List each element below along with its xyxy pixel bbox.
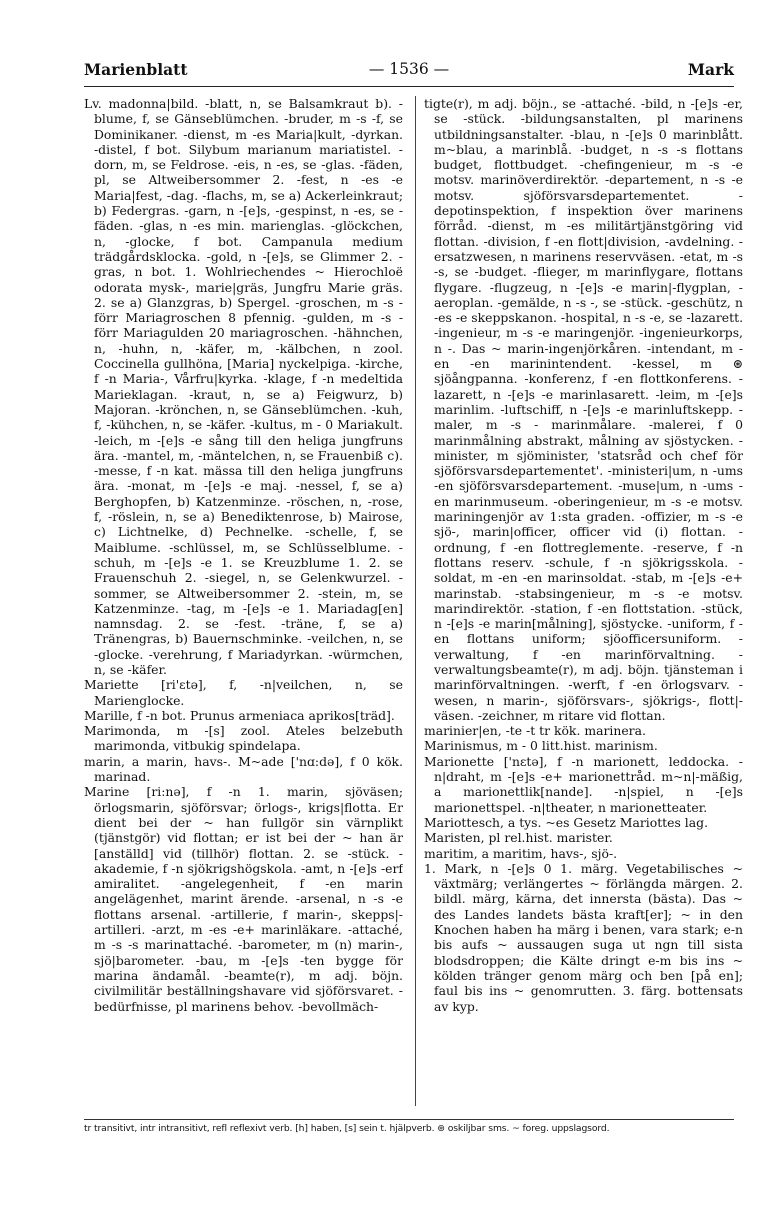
entry-marimonda: Marimonda, m -[s] zool. Ateles belzebuth marimonda, vitbukig spindelapa. — [84, 723, 403, 754]
entry-marine: Marine [ri:nə], f -n 1. marin, sjöväsen; örlogsmarin, sjöförsvar; örlogs-, krigs|flotta. Er dient bei der ~ han fullgör sin värnplikt (tjänstgör) vid flottan; er ist bei der ~ han är [anställd] vid (tillhör) flottan. 2. se -stück. -akademie, f -n sjökrigshögskola. -amt, n -[e]s -erf amiralitet. -angelegenheit, f -en marin angelägenhet, marint ärende. -arsenal, n -s -e flottans arsenal. -artillerie, f marin-, skepps|-artilleri. -arzt, m -es -e+ marinläkare. -attaché, m -s -s marinattaché. -barometer, m (n) marin-, sjö|barometer. -bau, m -[e]s -ten bygge för marina ändamål. -beamte(r), m adj. böjn. civilmilitär beställningshavare vid sjöförsvaret. -bedürfnisse, pl marinens behov. -bevollmäch- — [84, 784, 403, 1014]
entry-mariette: Mariette [ri'ɛtə], f, -n|veilchen, n, se Marienglocke. — [84, 677, 403, 708]
entry-maristen: Maristen, pl rel.hist. marister. — [424, 830, 613, 846]
left-column — [84, 96, 403, 1108]
entry-marien: Lv. madonna|bild. -blatt, n, se Balsamkraut b). -blume, f, se Gänseblümchen. -bruder, m -s -f, se Dominikaner. -dienst, m -es Maria|kult, -dyrkan. -distel, f bot. Silybum marianum mariatistel. -dorn, m, se Feldrose. -eis, n -es, se -glas. -fäden, pl, se Altweibersommer 2. -fest, n -es -e Maria|fest, -dag. -flachs, m, se a) Ackerleinkraut; b) Federgras. -garn, n -[e]s, -gespinst, n -es, se -fäden. -glas, n -es min. marienglas. -glöckchen, n, -glocke, f bot. Campanula medium trädgårdsklocka. -gold, n -[e]s, se Glimmer 2. -gras, n bot. 1. Wohlriechendes ~ Hierochloë odorata mysk-, marie|gräs, Jungfru Marie gräs. 2. se a) Glanzgras, b) Spergel. -groschen, m -s - förr Mariagroschen 8 pfennig. -gulden, m -s - förr Mariagulden 20 mariagroschen. -hähnchen, n, -huhn, n, -käfer, m, -kälbchen, n zool. Coccinella gullhöna, [Maria] nyckelpiga. -kirche, f -n Maria-, Vårfru|kyrka. -klage, f -n medeltida Marieklagan. -kraut, n, se a) Feigwurz, b) Majoran. -krönchen, n, se Gänseblümchen. -kuh, f, -kühchen, n, se -käfer. -kultus, m - 0 Mariakult. -leich, m -[e]s -e sång till den heliga jungfruns ära. -mantel, m, -mäntelchen, n, se Frauenbiß c). -messe, f -n kat. mässa till den heliga jungfruns ära. -monat, m -[e]s -e maj. -nessel, f, se a) Berghopfen, b) Katzenminze. -röschen, n, -rose, f, -röslein, n, se a) Benediktenrose, b) Mairose, c) Lichtnelke, d) Pechnelke. -schelle, f, se Maiblume. -schlüssel, m, se Schlüsselblume. -schuh, m -[e]s -e 1. se Kreuzblume 1. 2. se Frauenschuh 2. -siegel, n, se Gelenkwurzel. -sommer, se Altweibersommer 2. -stein, m, se Katzenminze. -tag, m -[e]s -e 1. Mariadag[en] namnsdag. 2. se -fest. -träne, f, se a) Tränengras, b) Bauernschminke. -veilchen, n, se -glocke. -verehrung, f Mariadyrkan. -würmchen, n, se -käfer. — [84, 96, 403, 677]
entry-maritim: maritim, a maritim, havs-, sjö-. — [424, 845, 618, 861]
entry-marinieren: marinier|en, -te -t tr kök. marinera. — [424, 723, 646, 739]
header-last-word: Mark — [687, 60, 734, 79]
entry-marine-cont: tigte(r), m adj. böjn., se -attaché. -bild, n -[e]s -er, se -stück. -bildungsanstalten, pl marinens utbildningsanstalter. -blau, n -[e]s 0 marinblått. m~blau, a marinblå. -budget, n -s -s flottans budget, flottbudget. -chefingenieur, m -s -e motsv. marinöverdirektör. -departement, n -s -e motsv. sjöförsvarsdepartementet. -depotinspektion, f inspektion över marinens förråd. -dienst, m -es militärtjänstgöring vid flottan. -division, f -en flott|division, -avdelning. -ersatzwesen, n marinens reservväsen. -etat, m -s -s, se -budget. -flieger, m marinflygare, flottans flygare. -flugzeug, n -[e]s -e marin|-flygplan, -aeroplan. -gemälde, n -s -, se -stück. -geschütz, n -es -e skeppskanon. -hospital, n -s -e, se -lazarett. -ingenieur, m -s -e maringenjör. -ingenieurkorps, n -. Das ~ marin-ingenjörkåren. -intendant, m -en -en marinintendent. -kessel, m ⊛ sjöångpanna. -konferenz, f -en flottkonferens. -lazarett, n -[e]s -e marinlasarett. -leim, m -[e]s marinlim. -luftschiff, n -[e]s -e marinluftskepp. -maler, m -s - marinmålare. -malerei, f 0 marinmålning abstrakt, målning av sjöstycken. -minister, m sjöminister, 'statsråd och chef för sjöförsvarsdepartementet'. -ministeri|um, n -ums -en sjöförsvarsdepartement. -muse|um, n -ums -en marinmuseum. -oberingenieur, m -s -e motsv. mariningenjör av 1:sta graden. -offizier, m -s -e sjö-, marin|officer, officer vid (i) flottan. -ordnung, f -en flottreglemente. -reserve, f -n flottans reserv. -schule, f -n sjökrigsskola. -soldat, m -en -en marinsoldat. -stab, m -[e]s -e+ marinstab. -stabsingenieur, m -s -e motsv. marindirektör. -station, f -en flottstation. -stück, n -[e]s -e marin[målning], sjöstycke. -uniform, f -en flottans uniform; sjöofficersuniform. -verwaltung, f -en marinförvaltning. -verwaltungsbeamte(r), m adj. böjn. tjänsteman i marinförvaltningen. -werft, f -en örlogsvarv. -wesen, n marin-, sjöförsvars-, sjökrigs-, flott|-väsen. -zeichner, m ritare vid flottan. — [424, 96, 743, 723]
column-divider — [415, 96, 416, 1106]
entry-mariottesch: Mariottesch, a tys. ~es Gesetz Mariottes lag. — [424, 814, 709, 830]
entry-marin: marin, a marin, havs-. M~ade ['nɑ:də], f 0 kök. marinad. — [84, 753, 403, 785]
right-column — [424, 96, 743, 1108]
footer-rule — [84, 1119, 734, 1120]
entry-marionette: Marionette ['nɛtə], f -n marionett, leddocka. -n|draht, m -[e]s -e+ marionettråd. m~n|-mäßig, a marionettlik[nande]. -n|spiel, n -[e]s marionettspel. -n|theater, n marionetteater. — [424, 753, 743, 815]
running-header — [84, 60, 734, 86]
page-number: — 1536 — — [368, 60, 450, 78]
header-rule — [84, 86, 734, 87]
entry-marille: Marille, f -n bot. Prunus armeniaca aprikos[träd]. — [84, 707, 395, 723]
entry-marinismus: Marinismus, m - 0 litt.hist. marinism. — [424, 738, 658, 754]
abbreviation-legend: tr transitivt, intr intransitivt, refl reflexivt verb. [h] haben, [s] sein t. hjälpverb. ⊛ oskiljbar sms. ~ foreg. uppslagsord. — [84, 1123, 610, 1134]
header-first-word: Marienblatt — [84, 60, 188, 79]
entry-mark: 1. Mark, n -[e]s 0 1. märg. Vegetabilisches ~ växtmärg; verlängertes ~ förlängda märgen. 2. bildl. märg, kärna, det innersta (bästa). Das ~ des Landes landets bästa kraft[er]; ~ in den Knochen haben ha märg i benen, vara stark; e-n bis aufs ~ aussaugen suga ut ngn till sista blodsdroppen; die Kälte dringt e-m bis ins ~ kölden tränger genom märg och ben [på en]; faul bis ins ~ genomrutten. 3. färg. bottensats av kyp. — [424, 860, 743, 1014]
